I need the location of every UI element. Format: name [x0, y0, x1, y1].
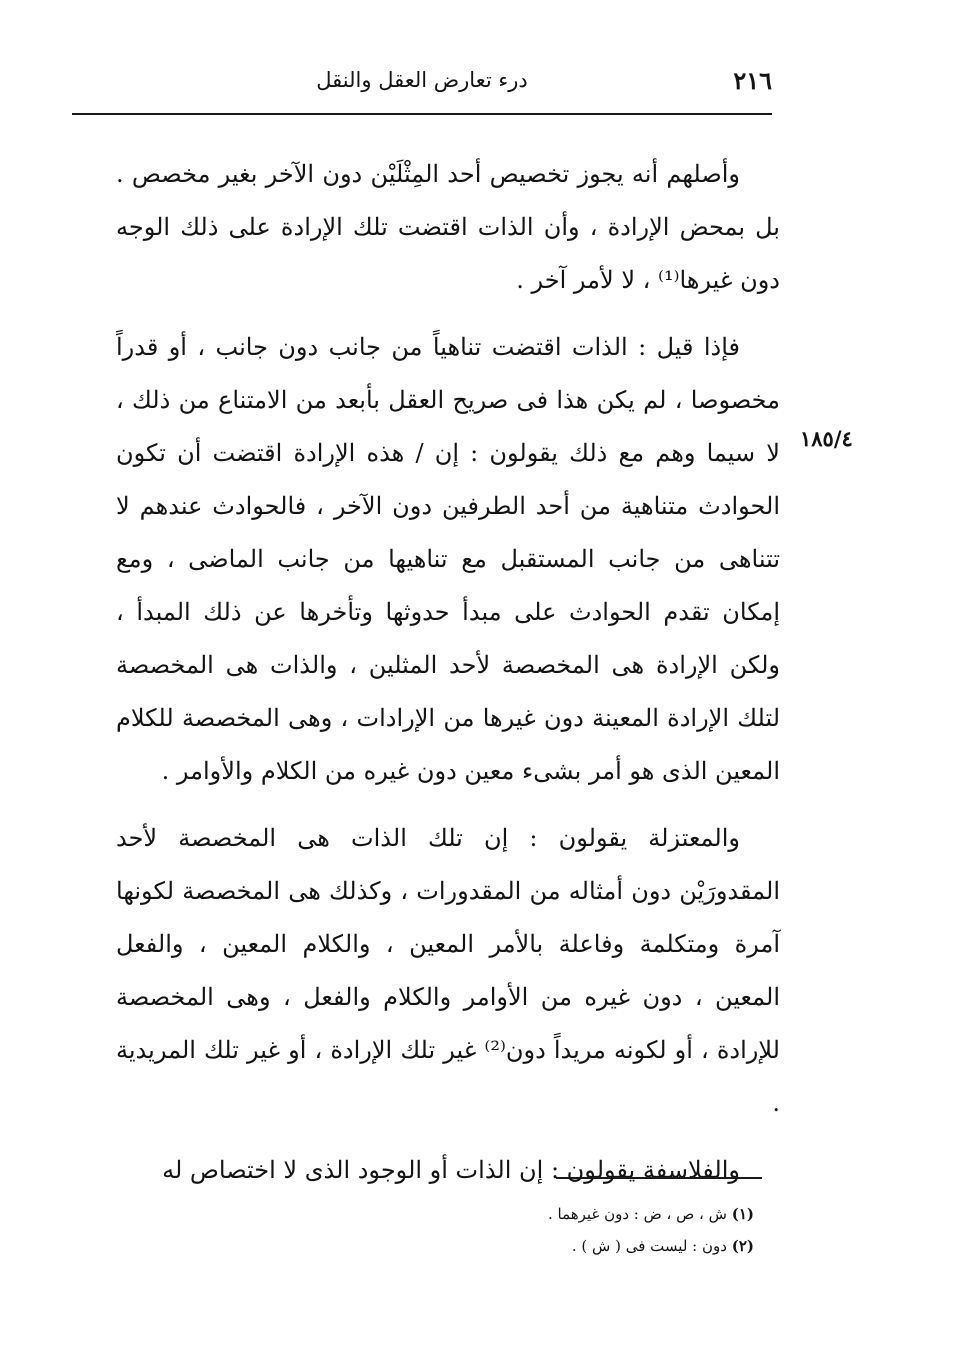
footnotes [400, 1198, 754, 1262]
main-text [116, 148, 780, 1211]
page-header [72, 62, 772, 112]
paragraph-3: والمعتزلة يقولون : إن تلك الذات هى المخصصة لأحد المقدورَيْن دون أمثاله من المقدورات ، وكذلك هى المخصصة لكونها آمرة ومتكلمة وفاعلة بالأمر المعين ، والكلام المعين ، والفعل المعين ، دون غيره من الأوامر والكلام والفعل ، وهى المخصصة للإرادة ، أو لكونه مريداً دون⁽²⁾ غير تلك الإرادة ، أو غير تلك المريدية . [116, 824, 781, 1117]
page-number: ٢١٦ [733, 66, 772, 95]
footnote-2 [400, 1230, 754, 1262]
running-title: درء تعارض العقل والنقل [316, 68, 528, 92]
footnote-text: ش ، ص ، ض : دون غيرهما . [547, 1205, 727, 1223]
footnote-number: (١) [731, 1205, 754, 1223]
margin-page-reference: ١٨٥/٤ [800, 426, 853, 451]
footnote-1 [400, 1198, 754, 1230]
paragraph-4: والفلاسفة يقولون : إن الذات أو الوجود الذى لا اختصاص له [162, 1156, 740, 1184]
paragraph-1: وأصلهم أنه يجوز تخصيص أحد المِثْلَيْن دون الآخر بغير مخصص . بل بمحض الإرادة ، وأن الذات اقتضت تلك الإرادة على ذلك الوجه دون غيرها⁽¹⁾ ، لا لأمر آخر . [116, 160, 780, 294]
paragraph-2: فإذا قيل : الذات اقتضت تناهياً من جانب دون جانب ، أو قدراً مخصوصا ، لم يكن هذا فى صريح العقل بأبعد من الامتناع من ذلك ، لا سيما وهم مع ذلك يقولون : إن / هذه الإرادة اقتضت أن تكون الحوادث متناهية من أحد الطرفين دون الآخر ، فالحوادث عندهم لا تتناهى من جانب المستقبل مع تناهيها من جانب الماضى ، ومع إمكان تقدم الحوادث على مبدأ حدوثها وتأخرها عن ذلك المبدأ ، ولكن الإرادة هى المخصصة لأحد المثلين ، والذات هى المخصصة لتلك الإرادة المعينة دون غيرها من الإرادات ، وهى المخصصة للكلام المعين الذى هو أمر بشىء معين دون غيره من الكلام والأوامر . [116, 333, 781, 785]
footnote-number: (٢) [731, 1237, 754, 1255]
header-rule [72, 113, 772, 115]
footnote-rule [556, 1177, 762, 1179]
footnote-text: دون : ليست فى ( ش ) . [571, 1237, 727, 1255]
